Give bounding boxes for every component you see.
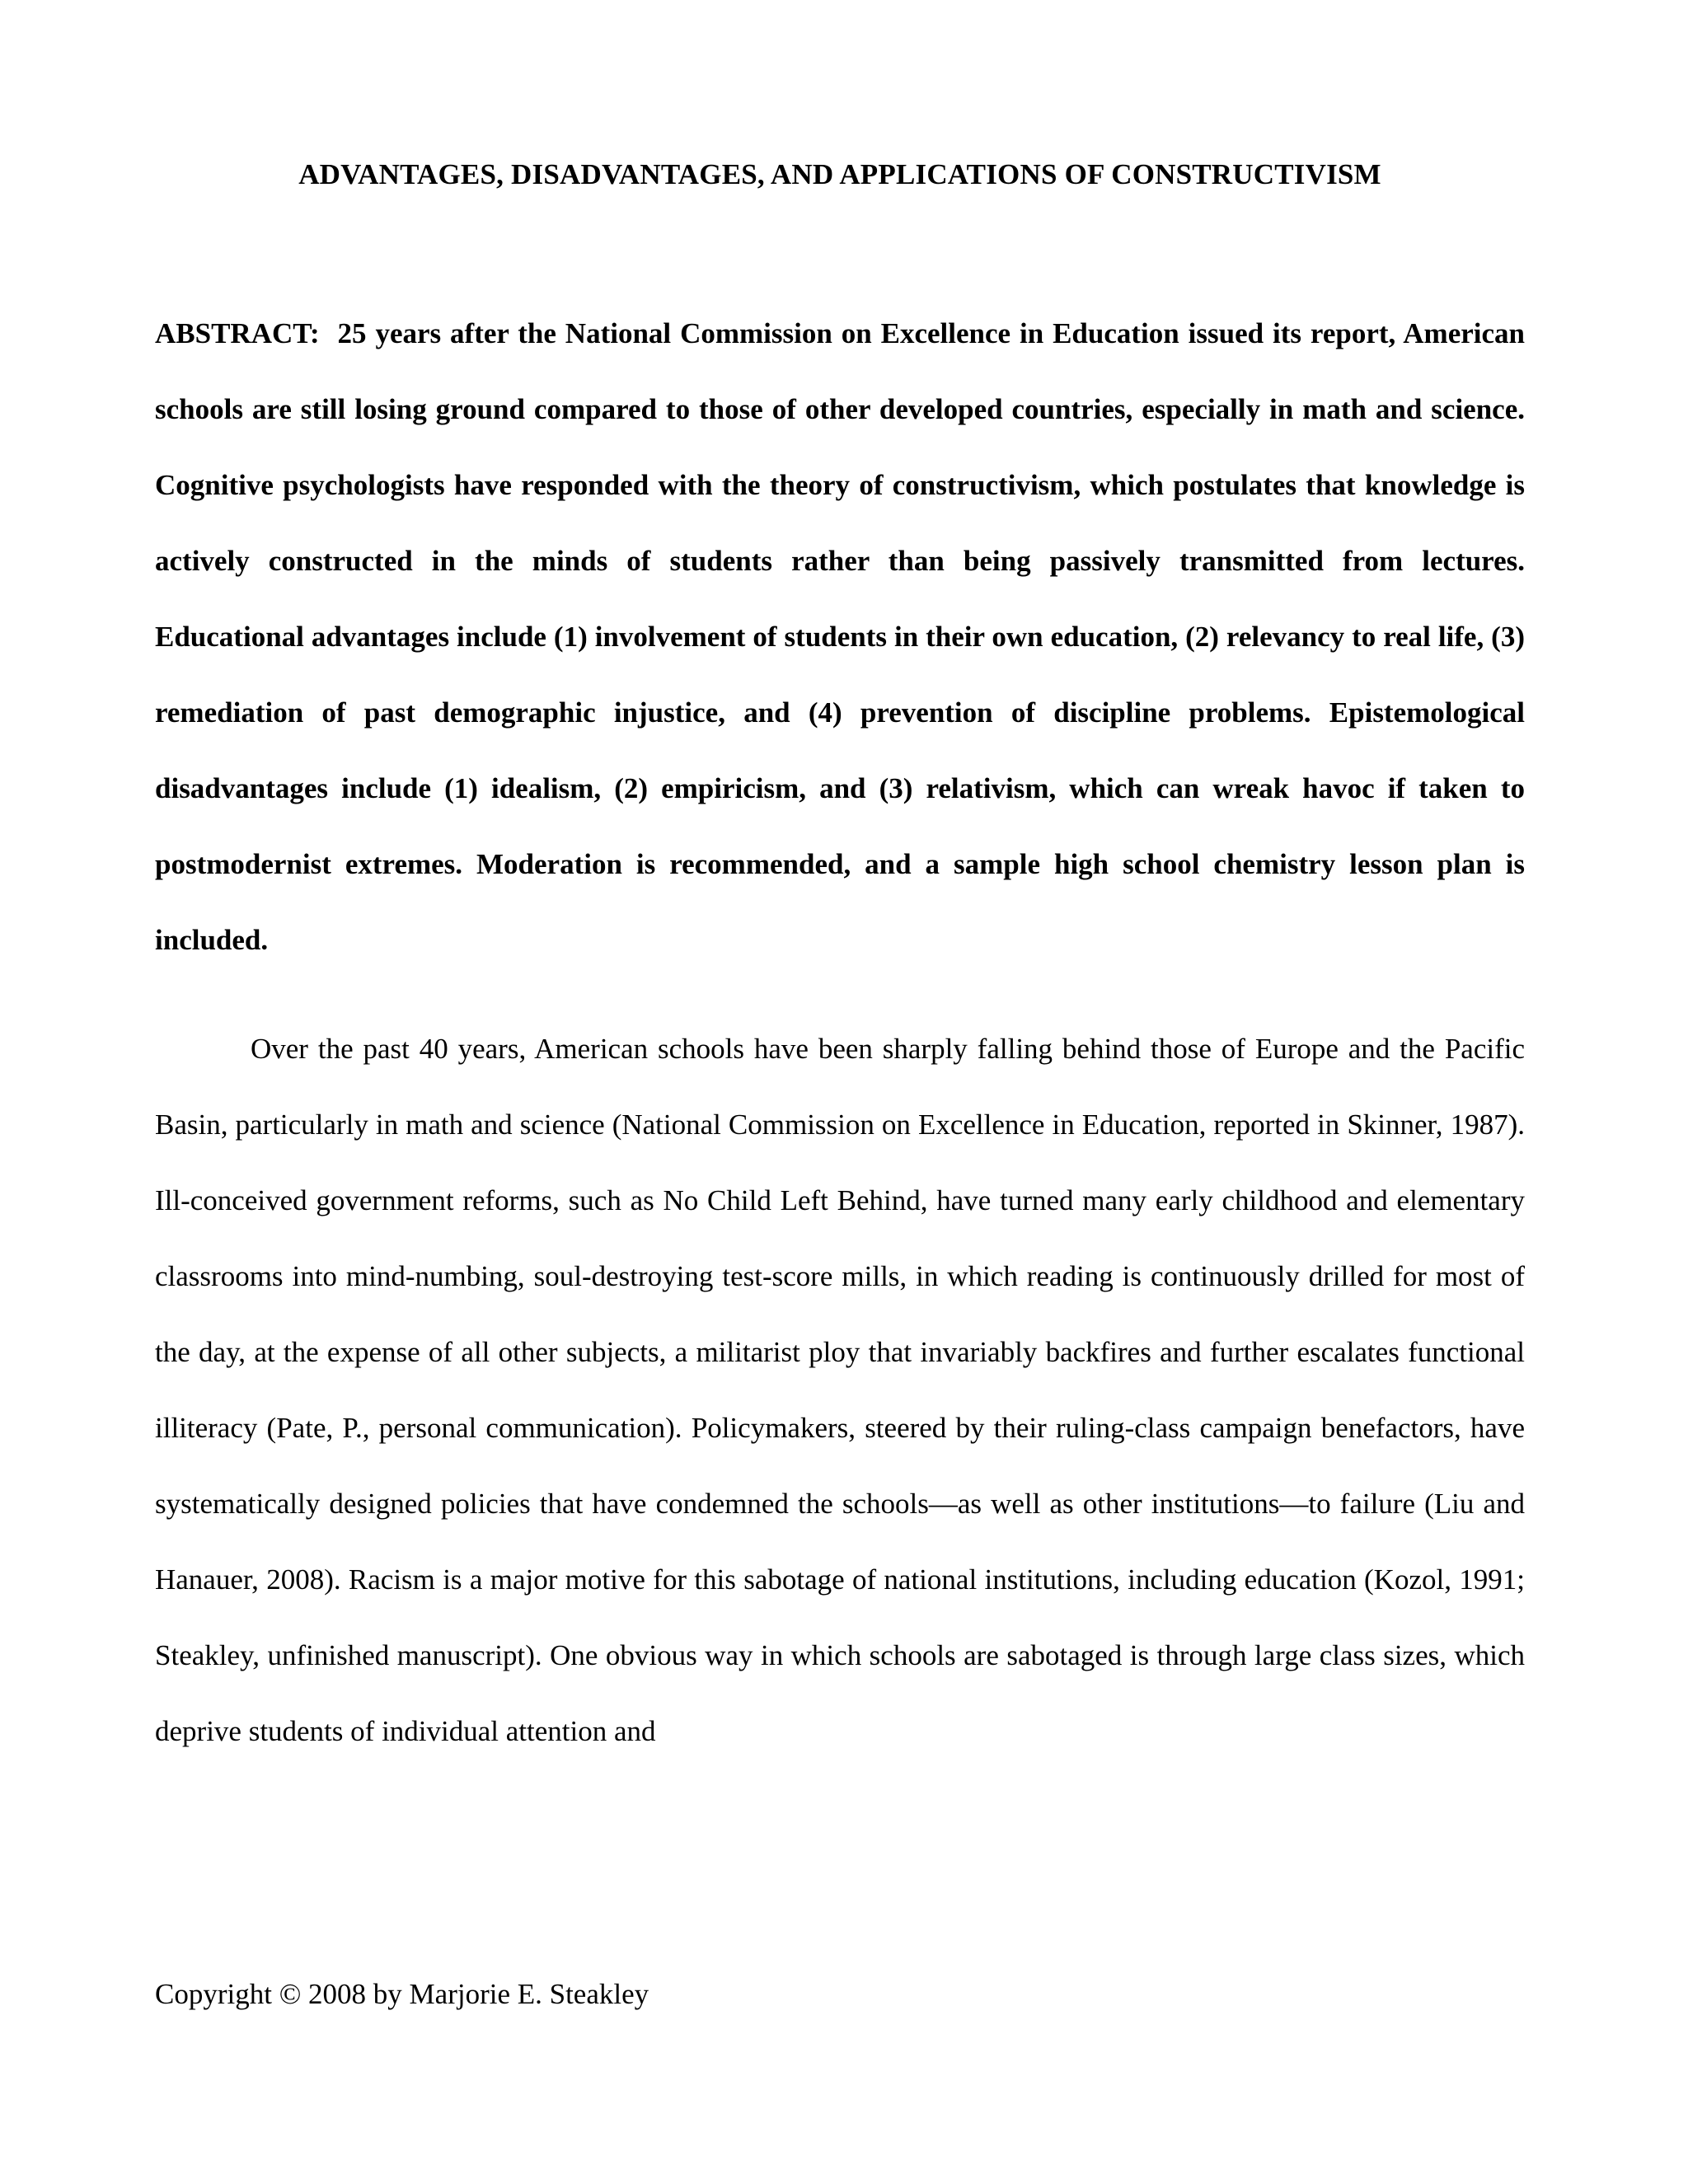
document-title: ADVANTAGES, DISADVANTAGES, AND APPLICATIONS OF CONSTRUCTIVISM (298, 158, 1381, 190)
copyright-footer: Copyright © 2008 by Marjorie E. Steakley (155, 1978, 649, 2010)
body-paragraph: Over the past 40 years, American schools have been sharply falling behind those of Europe and the Pacific Basin, particularly in math and science (National Commission on Excellence in Education, reported in Skinner, 1987). Ill-conceived government reforms, such as No Child Left Behind, have turned many early childhood and elementary classrooms into mind-numbing, soul-destroying test-score mills, in which reading is continuously drilled for most of the day, at the expense of all other subjects, a militarist ploy that invariably backfires and further escalates functional illiteracy (Pate, P., personal communication). Policymakers, steered by their ruling-class campaign benefactors, have systematically designed policies that have condemned the schools—as well as other institutions—to failure (Liu and Hanauer, 2008). Racism is a major motive for this sabotage of national institutions, including education (Kozol, 1991; Steakley, unfinished manuscript). One obvious way in which schools are sabotaged is through large class sizes, which deprive students of individual attention and (155, 1033, 1525, 1747)
page-content (155, 157, 1525, 1769)
abstract-text: 25 years after the National Commission on Excellence in Education issued its report, American schools are still losing ground compared to those of other developed countries, especially in math and science. Cognitive psychologists have responded with the theory of constructivism, which postulates that knowledge is actively constructed in the minds of students rather than being passively transmitted from lectures. Educational advantages include (1) involvement of students in their own education, (2) relevancy to real life, (3) remediation of past demographic injustice, and (4) prevention of discipline problems. Epistemological disadvantages include (1) idealism, (2) empiricism, and (3) relativism, which can wreak havoc if taken to postmodernist extremes. Moderation is recommended, and a sample high school chemistry lesson plan is included. (155, 317, 1525, 956)
abstract-paragraph (155, 296, 1525, 978)
abstract-label: ABSTRACT: (155, 317, 320, 349)
